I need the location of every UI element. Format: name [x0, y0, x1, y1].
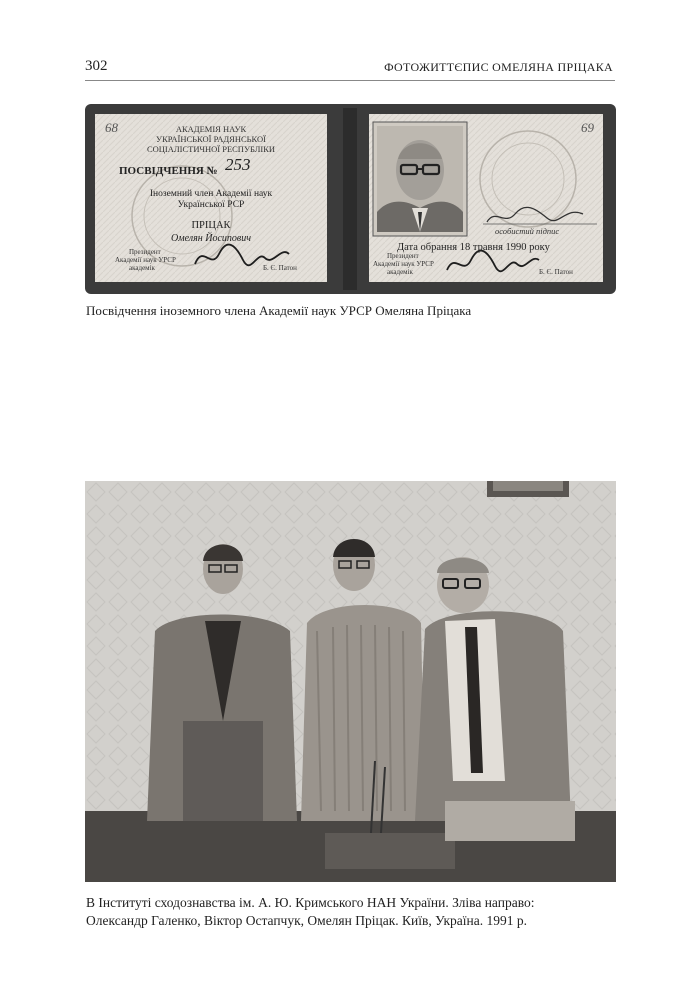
group-photo — [85, 481, 616, 882]
president-name-right: Б. Є. Патон — [539, 268, 573, 276]
signature-note: особистий підпис — [495, 226, 560, 236]
election-date: Дата обрання 18 травня 1990 року — [397, 242, 550, 253]
certificate-image — [85, 104, 616, 294]
certificate-caption: Посвідчення іноземного члена Академії наук УРСР Омеляна Пріцака — [86, 303, 472, 318]
president-line-1-right: Президент — [387, 252, 419, 260]
president-name-left: Б. Є. Патон — [263, 264, 297, 272]
president-line-3: академік — [129, 264, 155, 272]
header-rule — [85, 80, 615, 81]
certificate-photo — [85, 104, 616, 294]
group-photo-image — [85, 481, 616, 882]
running-title: ФОТОЖИТТЄПИС ОМЕЛЯНА ПРІЦАКА — [384, 60, 613, 74]
member-line-2: Української РСР — [177, 200, 245, 210]
president-line-3-right: академік — [387, 268, 413, 276]
member-line-1: Іноземний член Академії наук — [149, 189, 273, 199]
caption-line-2: Олександр Галенко, Віктор Остапчук, Омелян Пріцак. Київ, Україна. 1991 р. — [86, 913, 527, 928]
president-line-2-right: Академії наук УРСР — [373, 260, 434, 268]
academy-line-1: АКАДЕМІЯ НАУК — [175, 124, 247, 134]
surname: ПРІЦАК — [191, 220, 231, 231]
caption-line-1: В Інституті сходознавства ім. А. Ю. Кримського НАН України. Зліва направо: — [86, 895, 535, 910]
left-page-number: 68 — [105, 120, 118, 135]
given-name: Омелян Йосипович — [170, 233, 252, 244]
group-photo-caption — [86, 894, 618, 930]
academy-line-2: УКРАЇНСЬКОЇ РАДЯНСЬКОЇ — [156, 134, 266, 144]
desk-equipment — [325, 833, 455, 869]
academy-line-3: СОЦІАЛІСТИЧНОЇ РЕСПУБЛІКИ — [146, 144, 276, 154]
right-page-number: 69 — [581, 120, 594, 135]
president-line-1: Президент — [129, 248, 161, 256]
id-number: 253 — [225, 155, 251, 174]
page-number: 302 — [85, 58, 108, 74]
id-label: ПОСВІДЧЕННЯ № — [119, 165, 218, 177]
president-line-2: Академії наук УРСР — [115, 256, 176, 264]
